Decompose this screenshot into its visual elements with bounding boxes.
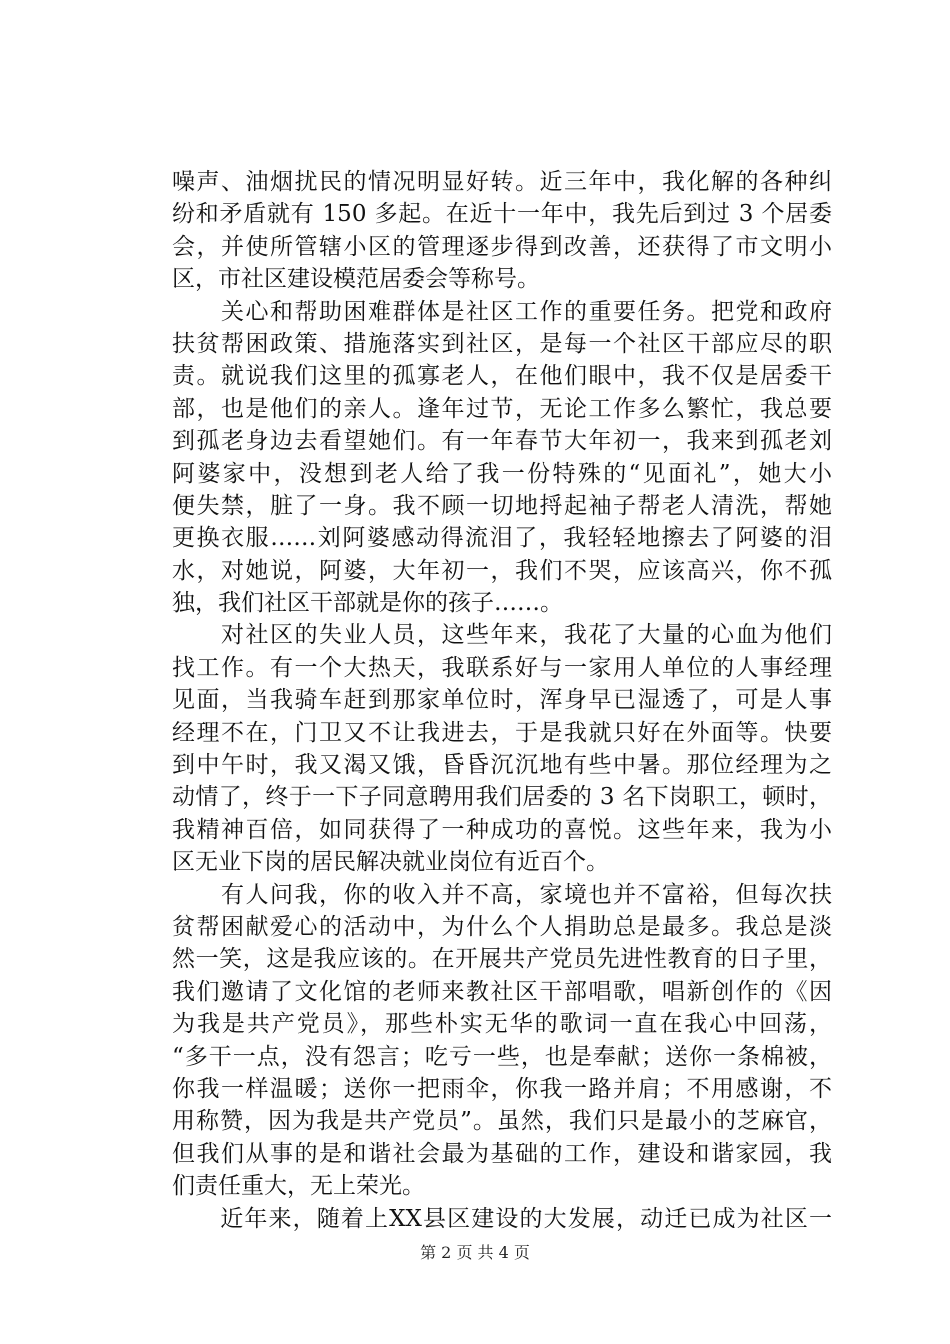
text-line: 动情了，终于一下子同意聘用我们居委的 3 名下岗职工，顿时， [172,784,832,811]
text-line: 贫帮困献爱心的活动中，为什么个人捐助总是最多。我总是淡 [172,913,832,940]
text-line: 会，并使所管辖小区的管理逐步得到改善，还获得了市文明小 [172,233,832,260]
text-line: 到孤老身边去看望她们。有一年春节大年初一，我来到孤老刘 [172,428,832,455]
text-line: 水，对她说，阿婆，大年初一，我们不哭，应该高兴，你不孤 [172,557,832,584]
text-line: “多干一点，没有怨言；吃亏一些，也是奉献；送你一条棉被， [172,1043,832,1070]
text-line: 扶贫帮困政策、措施落实到社区，是每一个社区干部应尽的职 [172,330,832,357]
text-line: 为我是共产党员》，那些朴实无华的歌词一直在我心中回荡， [172,1011,832,1038]
text-line: 见面，当我骑车赶到那家单位时，浑身早已湿透了，可是人事 [172,687,832,714]
text-line: 你我一样温暖；送你一把雨伞，你我一路并肩；不用感谢，不 [172,1075,832,1102]
text-line: 然一笑，这是我应该的。在开展共产党员先进性教育的日子里， [172,946,832,973]
text-line: 找工作。有一个大热天，我联系好与一家用人单位的人事经理 [172,654,832,681]
text-line: 有人问我，你的收入并不高，家境也并不富裕，但每次扶 [172,881,832,908]
text-line: 我们邀请了文化馆的老师来教社区干部唱歌，唱新创作的《因 [172,978,832,1005]
text-line: 纷和矛盾就有 150 多起。在近十一年中，我先后到过 3 个居委 [172,201,832,228]
text-line: 区，市社区建设模范居委会等称号。 [172,266,540,293]
text-line: 对社区的失业人员，这些年来，我花了大量的心血为他们 [172,622,832,649]
text-line: 经理不在，门卫又不让我进去，于是我就只好在外面等。快要 [172,719,832,746]
text-line: 阿婆家中，没想到老人给了我一份特殊的“见面礼”，她大小 [172,460,832,487]
text-line: 关心和帮助困难群体是社区工作的重要任务。把党和政府 [172,298,832,325]
text-line: 但我们从事的是和谐社会最为基础的工作，建设和谐家园，我 [172,1140,832,1167]
text-line: 噪声、油烟扰民的情况明显好转。近三年中，我化解的各种纠 [172,169,832,195]
text-line: 我精神百倍，如同获得了一种成功的喜悦。这些年来，我为小 [172,816,832,843]
text-line: 便失禁，脏了一身。我不顾一切地捋起袖子帮老人清洗，帮她 [172,492,832,519]
text-line: 独，我们社区干部就是你的孩子……。 [172,590,563,617]
text-line: 近年来，随着上XX县区建设的大发展，动迁已成为社区一 [172,1205,832,1232]
text-line: 责。就说我们这里的孤寡老人，在他们眼中，我不仅是居委干 [172,363,832,390]
text-line: 用称赞，因为我是共产党员”。虽然，我们只是最小的芝麻官， [172,1108,832,1135]
text-line: 部，也是他们的亲人。逢年过节，无论工作多么繁忙，我总要 [172,395,832,422]
text-line: 到中午时，我又渴又饿，昏昏沉沉地有些中暑。那位经理为之 [172,752,832,779]
text-line: 们责任重大，无上荣光。 [172,1173,425,1200]
text-line: 更换衣服……刘阿婆感动得流泪了，我轻轻地擦去了阿婆的泪 [172,525,832,552]
page-footer: 第 2 页 共 4 页 [420,1243,530,1262]
text-line: 区无业下岗的居民解决就业岗位有近百个。 [172,849,609,876]
document-body [172,166,832,1235]
